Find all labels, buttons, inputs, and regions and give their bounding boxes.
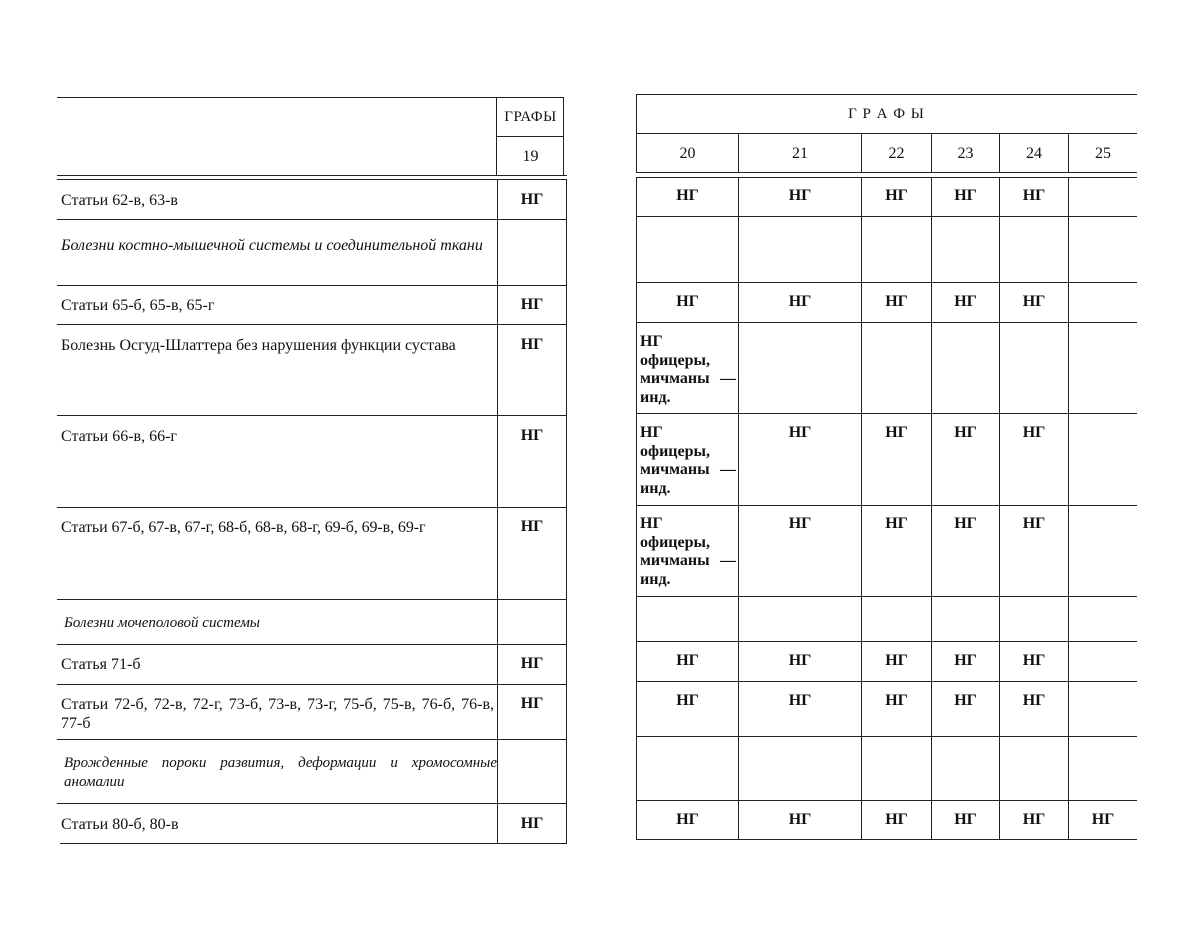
rule: [57, 507, 567, 508]
rule: [636, 177, 637, 839]
rule: [57, 415, 567, 416]
rule: [636, 177, 1137, 178]
rule: [566, 179, 567, 843]
row-label: Статьи 72-б, 72-в, 72-г, 73-б, 73-в, 73-г, 75-б, 75-в, 76-б, 76-в, 77-б: [61, 696, 494, 732]
rule: [60, 843, 567, 844]
row-label: Статьи 80-б, 80-в: [61, 816, 179, 833]
rule: [57, 175, 567, 176]
cell-value: НГ: [520, 191, 544, 208]
section-heading: Болезни мочеполовой системы: [64, 615, 260, 631]
rule: [636, 505, 1137, 506]
cell-ng: НГ: [788, 515, 812, 532]
cell-ng: НГ: [954, 811, 977, 828]
rule: [861, 177, 862, 839]
cell-ng: НГ: [788, 187, 812, 204]
cell-ng: НГ: [885, 187, 908, 204]
cell-ng: НГ: [676, 692, 699, 709]
cell-ng: НГ: [676, 652, 699, 669]
cell-ng: НГ: [788, 692, 812, 709]
cell-note: НГ офицеры, мичманы — инд.: [640, 424, 736, 497]
rule: [636, 413, 1137, 414]
cell-ng: НГ: [954, 692, 977, 709]
rule: [57, 803, 567, 804]
cell-ng: НГ: [1022, 293, 1046, 310]
section-heading: Болезни костно-мышечной системы и соединительной ткани: [61, 237, 483, 254]
rule: [636, 94, 1137, 95]
rule: [57, 644, 567, 645]
rule: [636, 800, 1137, 801]
cell-note: НГ офицеры, мичманы — инд.: [640, 515, 736, 588]
rule: [1068, 177, 1069, 839]
rule: [57, 285, 567, 286]
cell-ng: НГ: [1022, 652, 1046, 669]
rule: [931, 177, 932, 839]
rule: [636, 172, 1137, 173]
rule: [636, 736, 1137, 737]
rule: [636, 216, 1137, 217]
cell-ng: НГ: [676, 293, 699, 310]
cell-ng: НГ: [788, 424, 812, 441]
rule: [636, 322, 1137, 323]
rule: [497, 179, 498, 843]
rule: [636, 641, 1137, 642]
rule: [57, 179, 567, 180]
cell-ng: НГ: [1022, 515, 1046, 532]
rule: [636, 681, 1137, 682]
row-label: Статьи 67-б, 67-в, 67-г, 68-б, 68-в, 68-г, 69-б, 69-в, 69-г: [61, 519, 426, 536]
cell-ng: НГ: [885, 424, 908, 441]
cell-ng: НГ: [954, 652, 977, 669]
cell-value: НГ: [520, 296, 544, 313]
cell-ng: НГ: [1022, 187, 1046, 204]
row-label: Статья 71-б: [61, 656, 141, 673]
column-20-header: 20: [679, 145, 696, 162]
cell-ng: НГ: [1022, 424, 1046, 441]
column-22-header: 22: [888, 145, 905, 162]
cell-ng: НГ: [676, 187, 699, 204]
cell-ng: НГ: [885, 692, 908, 709]
rule: [497, 136, 564, 137]
cell-ng: НГ: [1091, 811, 1115, 828]
rule: [57, 324, 567, 325]
row-label: Статьи 62-в, 63-в: [61, 192, 178, 209]
grafy-header: ГРАФЫ: [504, 109, 557, 125]
rule: [636, 282, 1137, 283]
rule: [57, 97, 564, 98]
grafy-header: Г Р А Ф Ы: [848, 106, 925, 122]
rule: [738, 177, 739, 839]
cell-value: НГ: [520, 336, 544, 353]
cell-ng: НГ: [788, 811, 812, 828]
column-23-header: 23: [957, 145, 974, 162]
rule: [57, 739, 567, 740]
cell-ng: НГ: [885, 811, 908, 828]
rule: [57, 684, 567, 685]
section-heading: Врожденные пороки развития, деформации и хромосомные аномалии: [64, 755, 497, 790]
cell-ng: НГ: [885, 652, 908, 669]
row-label: Статьи 65-б, 65-в, 65-г: [61, 297, 215, 314]
column-25-header: 25: [1095, 145, 1111, 162]
rule: [57, 599, 567, 600]
row-label: Болезнь Осгуд-Шлаттера без нарушения функции сустава: [61, 337, 456, 354]
cell-value: НГ: [520, 518, 544, 535]
row-label: Статьи 66-в, 66-г: [61, 428, 177, 445]
cell-ng: НГ: [885, 515, 908, 532]
cell-value: НГ: [520, 427, 544, 444]
cell-ng: НГ: [954, 424, 977, 441]
cell-ng: НГ: [954, 187, 977, 204]
cell-ng: НГ: [885, 293, 908, 310]
cell-ng: НГ: [788, 652, 812, 669]
column-21-header: 21: [792, 145, 808, 162]
cell-ng: НГ: [788, 293, 812, 310]
cell-ng: НГ: [954, 515, 977, 532]
cell-value: НГ: [520, 815, 544, 832]
cell-ng: НГ: [1022, 811, 1046, 828]
cell-value: НГ: [520, 655, 544, 672]
cell-ng: НГ: [676, 811, 699, 828]
rule: [636, 133, 1137, 134]
cell-value: НГ: [520, 695, 544, 712]
rule: [636, 839, 1137, 840]
column-19-header: 19: [522, 148, 539, 165]
rule: [636, 596, 1137, 597]
cell-ng: НГ: [1022, 692, 1046, 709]
column-24-header: 24: [1026, 145, 1042, 162]
rule: [57, 219, 567, 220]
cell-ng: НГ: [954, 293, 977, 310]
cell-note: НГ офицеры, мичманы — инд.: [640, 333, 736, 406]
rule: [999, 177, 1000, 839]
